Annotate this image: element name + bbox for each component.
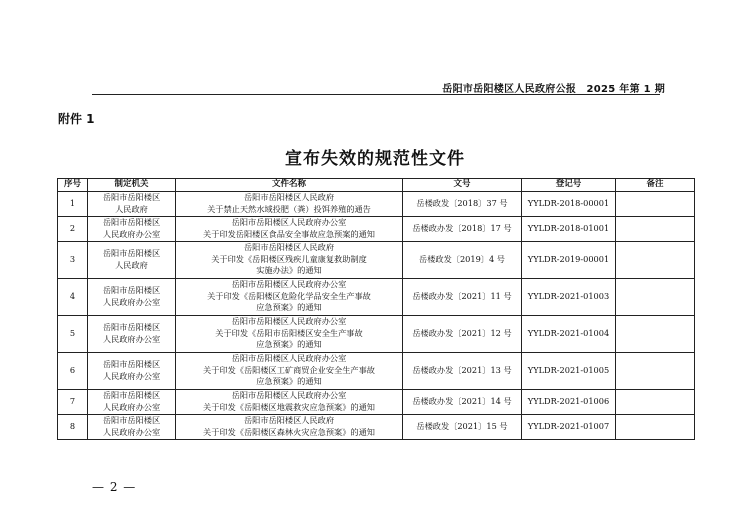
cell-agency	[88, 414, 176, 439]
cell-reg-no: YYLDR-2021-01006	[522, 389, 616, 414]
table-row	[58, 278, 695, 315]
gazette-header-title: 岳阳市岳阳楼区人民政府公报 2025 年第 1 期	[442, 84, 665, 95]
table-header-row	[58, 179, 695, 192]
cell-no: 8	[58, 414, 88, 439]
cell-agency	[88, 191, 176, 216]
cell-reg-no: YYLDR-2021-01003	[522, 278, 616, 315]
cell-doc-name-line: 应急预案》的通知	[256, 339, 322, 350]
table-row	[58, 389, 695, 414]
cell-doc-name-line: 关于印发《岳阳楼区残疾儿童康复救助制度	[211, 253, 367, 264]
cell-doc-name-line: 应急预案》的通知	[256, 376, 322, 387]
cell-agency	[88, 315, 176, 352]
table-row	[58, 414, 695, 439]
cell-doc-name-line: 岳阳市岳阳楼区人民政府办公室	[231, 279, 347, 290]
cell-no: 7	[58, 389, 88, 414]
table-body	[58, 191, 695, 439]
column-header-doc-no: 文号	[403, 179, 522, 192]
cell-doc-no: 岳楼政办发〔2021〕11 号	[403, 278, 522, 315]
cell-remark	[616, 278, 695, 315]
cell-doc-no: 岳楼政办发〔2021〕13 号	[403, 352, 522, 389]
cell-doc-name-line: 岳阳市岳阳楼区人民政府办公室	[231, 353, 347, 364]
cell-doc-name-line: 岳阳市岳阳楼区人民政府	[243, 192, 335, 202]
cell-doc-name-line: 岳阳市岳阳楼区人民政府办公室	[231, 217, 347, 227]
cell-agency-line: 岳阳市岳阳楼区	[102, 285, 161, 295]
invalid-documents-table	[57, 178, 695, 440]
table-row	[58, 315, 695, 352]
cell-remark	[616, 389, 695, 414]
cell-doc-name	[176, 352, 403, 389]
cell-doc-name	[176, 191, 403, 216]
cell-agency-line: 岳阳市岳阳楼区	[102, 359, 161, 369]
cell-agency-line: 岳阳市岳阳楼区	[102, 415, 161, 425]
cell-doc-name	[176, 216, 403, 241]
cell-reg-no: YYLDR-2021-01005	[522, 352, 616, 389]
table-row	[58, 191, 695, 216]
table-row	[58, 352, 695, 389]
cell-agency-line: 岳阳市岳阳楼区	[102, 322, 161, 332]
cell-no: 3	[58, 241, 88, 278]
cell-agency-line: 人民政府办公室	[102, 370, 161, 381]
cell-doc-name-line: 关于印发岳阳楼区食品安全事故应急预案的通知	[203, 228, 375, 239]
table-row	[58, 241, 695, 278]
cell-agency-line: 岳阳市岳阳楼区	[102, 248, 161, 258]
cell-doc-no: 岳楼政发〔2019〕4 号	[403, 241, 522, 278]
cell-doc-name-line: 关于印发《岳阳楼区危险化学品安全生产事故	[207, 290, 371, 301]
cell-agency-line: 岳阳市岳阳楼区	[102, 217, 161, 227]
cell-agency-line: 人民政府办公室	[102, 228, 161, 239]
cell-agency-line: 岳阳市岳阳楼区	[102, 390, 161, 400]
cell-doc-no: 岳楼政发〔2018〕37 号	[403, 191, 522, 216]
cell-doc-no: 岳楼政发〔2021〕15 号	[403, 414, 522, 439]
cell-reg-no: YYLDR-2021-01004	[522, 315, 616, 352]
cell-no: 4	[58, 278, 88, 315]
header-divider	[92, 94, 660, 95]
cell-agency-line: 人民政府	[115, 259, 148, 270]
cell-doc-no: 岳楼政办发〔2018〕17 号	[403, 216, 522, 241]
cell-doc-name	[176, 315, 403, 352]
cell-agency-line: 人民政府办公室	[102, 426, 161, 437]
column-header-remark: 备注	[616, 179, 695, 192]
cell-reg-no: YYLDR-2021-01007	[522, 414, 616, 439]
cell-no: 2	[58, 216, 88, 241]
column-header-name: 文件名称	[176, 179, 403, 192]
cell-doc-name	[176, 414, 403, 439]
table-header	[58, 179, 695, 192]
column-header-reg-no: 登记号	[522, 179, 616, 192]
cell-doc-name-line: 关于印发《岳阳楼区森林火灾应急预案》的通知	[203, 426, 375, 437]
cell-remark	[616, 241, 695, 278]
cell-doc-name-line: 关于印发《岳阳楼区地震救灾应急预案》的通知	[203, 401, 375, 412]
cell-agency	[88, 352, 176, 389]
cell-doc-name	[176, 389, 403, 414]
cell-doc-no: 岳楼政办发〔2021〕12 号	[403, 315, 522, 352]
cell-remark	[616, 315, 695, 352]
cell-agency-line: 人民政府办公室	[102, 296, 161, 307]
cell-doc-name	[176, 241, 403, 278]
cell-agency-line: 岳阳市岳阳楼区	[102, 192, 161, 202]
cell-doc-name	[176, 278, 403, 315]
cell-doc-name-line: 岳阳市岳阳楼区人民政府	[243, 242, 335, 253]
column-header-agency: 制定机关	[88, 179, 176, 192]
cell-no: 1	[58, 191, 88, 216]
cell-doc-no: 岳楼政办发〔2021〕14 号	[403, 389, 522, 414]
cell-agency	[88, 216, 176, 241]
cell-doc-name-line: 关于印发《岳阳市岳阳楼区安全生产事故	[215, 327, 363, 338]
cell-no: 5	[58, 315, 88, 352]
cell-agency	[88, 241, 176, 278]
table-row	[58, 216, 695, 241]
cell-agency-line: 人民政府办公室	[102, 401, 161, 412]
cell-doc-name-line: 岳阳市岳阳楼区人民政府办公室	[231, 316, 347, 327]
cell-doc-name-line: 应急预案》的通知	[256, 302, 322, 313]
cell-no: 6	[58, 352, 88, 389]
cell-doc-name-line: 岳阳市岳阳楼区人民政府	[243, 415, 335, 425]
attachment-label: 附件 1	[58, 112, 95, 126]
cell-doc-name-line: 实施办法》的通知	[256, 265, 322, 276]
cell-remark	[616, 216, 695, 241]
page-number: — 2 —	[92, 480, 137, 494]
cell-agency	[88, 389, 176, 414]
cell-reg-no: YYLDR-2018-01001	[522, 216, 616, 241]
cell-reg-no: YYLDR-2019-00001	[522, 241, 616, 278]
cell-remark	[616, 191, 695, 216]
cell-agency	[88, 278, 176, 315]
cell-agency-line: 人民政府	[115, 203, 148, 214]
column-header-no: 序号	[58, 179, 88, 192]
cell-doc-name-line: 关于印发《岳阳楼区工矿商贸企业安全生产事故	[203, 364, 375, 375]
cell-doc-name-line: 关于禁止天然水域投肥（粪）投饵养殖的通告	[207, 203, 371, 214]
page-title: 宣布失效的规范性文件	[285, 149, 465, 169]
cell-remark	[616, 414, 695, 439]
cell-doc-name-line: 岳阳市岳阳楼区人民政府办公室	[231, 390, 347, 400]
cell-reg-no: YYLDR-2018-00001	[522, 191, 616, 216]
cell-remark	[616, 352, 695, 389]
cell-agency-line: 人民政府办公室	[102, 333, 161, 344]
